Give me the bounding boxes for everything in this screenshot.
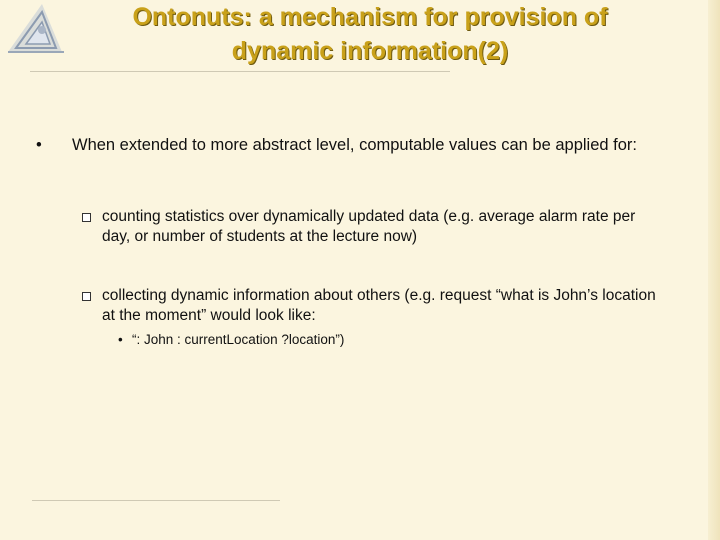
sub-bullet-text: counting statistics over dynamically updated data (e.g. average alarm rate per day, or number of students at the lecture now) — [102, 208, 636, 245]
slide-title — [40, 0, 700, 68]
bullet-marker: • — [118, 332, 123, 347]
title-divider — [30, 71, 450, 72]
square-bullet-icon — [82, 213, 91, 222]
bullet-text: When extended to more abstract level, computable values can be applied for: — [72, 136, 637, 154]
square-bullet-icon — [82, 292, 91, 301]
title-line-1: Ontonuts: a mechanism for provision of — [132, 3, 608, 31]
sub-sub-bullet-text: “: John : currentLocation ?location”) — [132, 332, 345, 347]
footer-divider — [32, 500, 280, 501]
bullet-marker: • — [36, 136, 42, 154]
sub-bullet-text: collecting dynamic information about others (e.g. request “what is John’s location at the moment” would look like: — [102, 287, 656, 324]
title-line-2: dynamic information(2) — [231, 37, 509, 65]
right-edge-shading — [708, 0, 720, 540]
